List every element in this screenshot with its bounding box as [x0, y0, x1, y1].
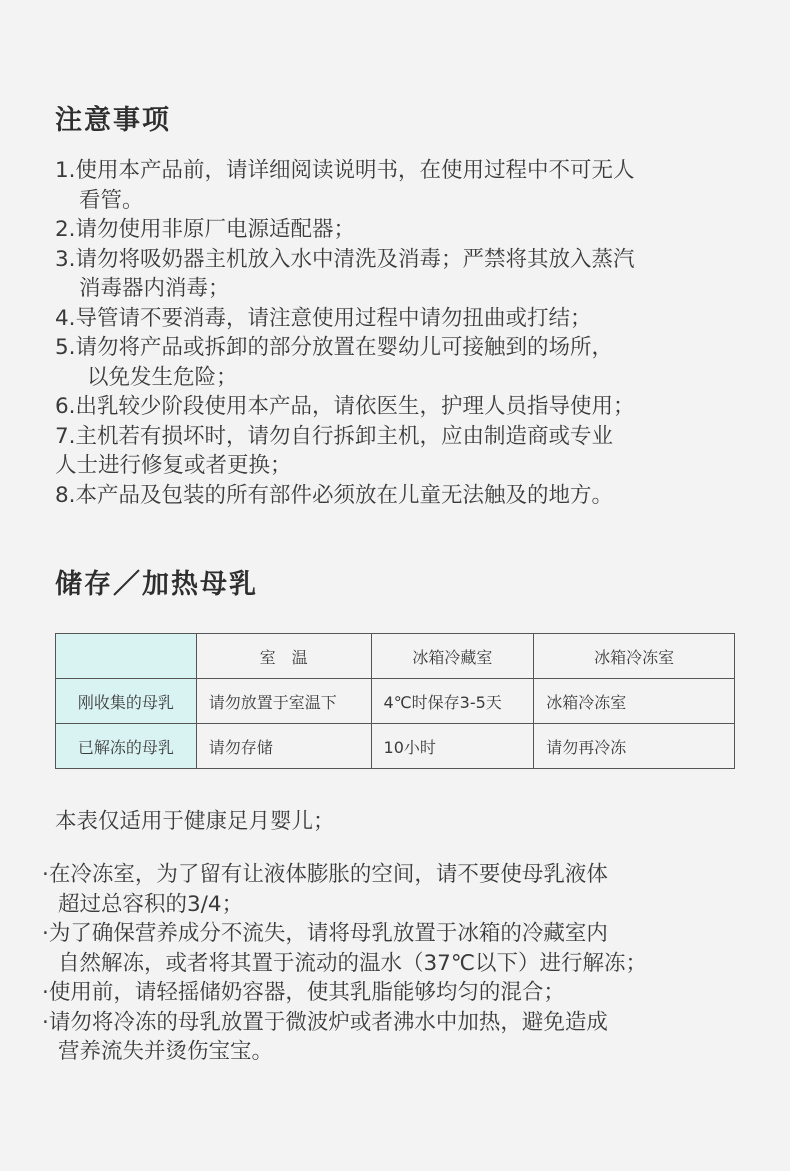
tip-line: ·请勿将冷冻的母乳放置于微波炉或者沸水中加热，避免造成 [42, 1009, 608, 1035]
tip-line: ·在冷冻室，为了留有让液体膨胀的空间，请不要使母乳液体 [42, 862, 608, 887]
table-cell: 请勿放置于室温下 [196, 679, 371, 724]
note-line: 看管。 [79, 187, 144, 213]
storage-title: 储存／加热母乳 [55, 569, 258, 600]
note-line: 5.请勿将产品或拆卸的部分放置在婴幼儿可接触到的场所， [55, 335, 614, 360]
table-cell: 4℃时保存3-5天 [371, 679, 534, 724]
tip-line: 超过总容积的3/4； [58, 891, 244, 917]
row-header-thawed-milk: 已解冻的母乳 [56, 724, 197, 769]
column-header-freezer: 冰箱冷冻室 [534, 634, 735, 679]
table-footnote: 本表仅适用于健康足月婴儿； [55, 809, 335, 834]
tip-line: ·为了确保营养成分不流失，请将母乳放置于冰箱的冷藏室内 [42, 921, 608, 946]
column-header-room-temp: 室 温 [196, 634, 371, 679]
table-header-row [56, 634, 735, 679]
note-line: 人士进行修复或者更换； [55, 453, 292, 478]
note-line: 消毒器内消毒； [79, 276, 230, 301]
storage-tips [42, 860, 762, 1067]
column-header-fridge: 冰箱冷藏室 [371, 634, 534, 679]
table-corner-cell [56, 634, 197, 679]
note-line: 7.主机若有损坏时，请勿自行拆卸主机，应由制造商或专业 [55, 423, 614, 449]
note-line: 以免发生危险； [87, 364, 238, 390]
tip-line: 自然解冻，或者将其置于流动的温水（37℃以下）进行解冻； [58, 950, 648, 976]
note-line: 1.使用本产品前，请详细阅读说明书，在使用过程中不可无人 [55, 158, 635, 183]
note-line: 3.请勿将吸奶器主机放入水中清洗及消毒；严禁将其放入蒸汽 [55, 246, 635, 272]
table-cell: 请勿存储 [196, 724, 371, 769]
note-line: 8.本产品及包装的所有部件必须放在儿童无法触及的地方。 [55, 482, 614, 508]
row-header-fresh-milk: 刚收集的母乳 [56, 679, 197, 724]
notes-list [55, 156, 755, 510]
note-line: 6.出乳较少阶段使用本产品，请依医生，护理人员指导使用； [55, 394, 635, 419]
notes-title: 注意事项 [55, 105, 171, 136]
tip-line: ·使用前，请轻摇储奶容器，使其乳脂能够均匀的混合； [42, 980, 565, 1005]
table-row [56, 679, 735, 724]
storage-table [55, 633, 735, 769]
table-row [56, 724, 735, 769]
table-cell: 10小时 [371, 724, 534, 769]
tip-line: 营养流失并烫伤宝宝。 [58, 1039, 274, 1064]
note-line: 4.导管请不要消毒，请注意使用过程中请勿扭曲或打结； [55, 305, 592, 331]
table-cell: 请勿再冷冻 [534, 724, 735, 769]
note-line: 2.请勿使用非原厂电源适配器； [55, 217, 356, 242]
table-cell: 冰箱冷冻室 [534, 679, 735, 724]
